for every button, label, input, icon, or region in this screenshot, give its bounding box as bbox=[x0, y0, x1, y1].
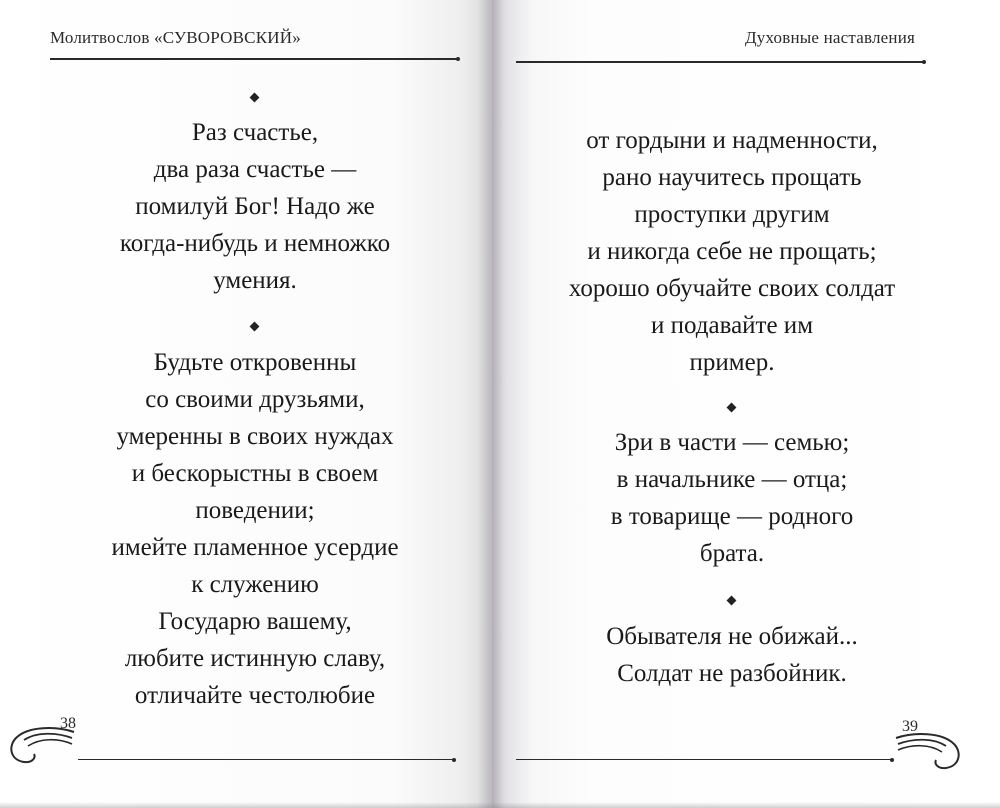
text-line: брата. bbox=[699, 540, 765, 567]
text-line: со своими друзьями, bbox=[145, 386, 365, 413]
left-page bbox=[0, 0, 492, 808]
footer-rule-left bbox=[78, 759, 454, 760]
running-head-right: Духовные наставления bbox=[745, 28, 916, 47]
text-line: Зри в части — семью; bbox=[614, 429, 850, 456]
right-page bbox=[492, 0, 1000, 808]
text-line: хорошо обучайте своих солдат bbox=[568, 275, 896, 302]
header-rule-left bbox=[50, 58, 458, 60]
diamond-separator-icon bbox=[250, 322, 260, 332]
flourish-ornament-icon bbox=[6, 724, 76, 768]
text-line: проступки другим bbox=[634, 201, 830, 228]
text-line: любите истинную славу, bbox=[124, 645, 386, 672]
text-line: в начальнике — отца; bbox=[616, 466, 848, 493]
text-line: и бескорыстны в своем bbox=[131, 460, 379, 487]
text-line: от гордыни и надменности, bbox=[586, 127, 878, 154]
text-block-3 bbox=[512, 122, 952, 381]
text-line: и никогда себе не прощать; bbox=[587, 238, 877, 265]
text-line: Обывателя не обижай... bbox=[606, 623, 858, 650]
text-line: и подавайте им bbox=[650, 312, 814, 339]
text-block-2 bbox=[60, 344, 450, 714]
text-line: поведении; bbox=[195, 497, 315, 524]
diamond-separator-icon bbox=[250, 93, 260, 103]
text-block-5 bbox=[532, 618, 932, 692]
text-line: к служению bbox=[191, 571, 319, 598]
text-line: рано научитесь прощать bbox=[602, 164, 862, 191]
page-number-left: 38 bbox=[60, 715, 76, 732]
footer-rule-right bbox=[516, 759, 892, 760]
diamond-separator-icon bbox=[727, 403, 737, 413]
book-gutter bbox=[478, 0, 504, 808]
text-line: умеренны в своих нуждах bbox=[116, 423, 394, 450]
text-line: помилуй Бог! Надо же bbox=[135, 193, 375, 220]
text-line: пример. bbox=[689, 349, 775, 376]
text-line: имейте пламенное усердие bbox=[111, 534, 399, 561]
text-line: когда-нибудь и немножко bbox=[119, 230, 391, 257]
text-block-4 bbox=[532, 424, 932, 572]
text-line: два раза счастье — bbox=[153, 156, 357, 183]
text-line: Раз счастье, bbox=[191, 119, 319, 146]
flourish-ornament-icon bbox=[894, 730, 964, 774]
text-line: в товарище — родного bbox=[610, 503, 854, 530]
page-number-right: 39 bbox=[902, 718, 918, 735]
page-bottom-edge bbox=[0, 802, 1000, 808]
text-line: отличайте честолюбие bbox=[134, 682, 376, 709]
text-line: Государю вашему, bbox=[158, 608, 352, 635]
running-head-left: Молитвослов «СУВОРОВСКИЙ» bbox=[50, 28, 301, 47]
diamond-separator-icon bbox=[727, 596, 737, 606]
text-line: Солдат не разбойник. bbox=[617, 660, 847, 687]
text-line: Будьте откровенны bbox=[153, 349, 357, 376]
text-line: умения. bbox=[213, 267, 297, 294]
text-block-1 bbox=[60, 114, 450, 299]
header-rule-right bbox=[516, 61, 924, 63]
